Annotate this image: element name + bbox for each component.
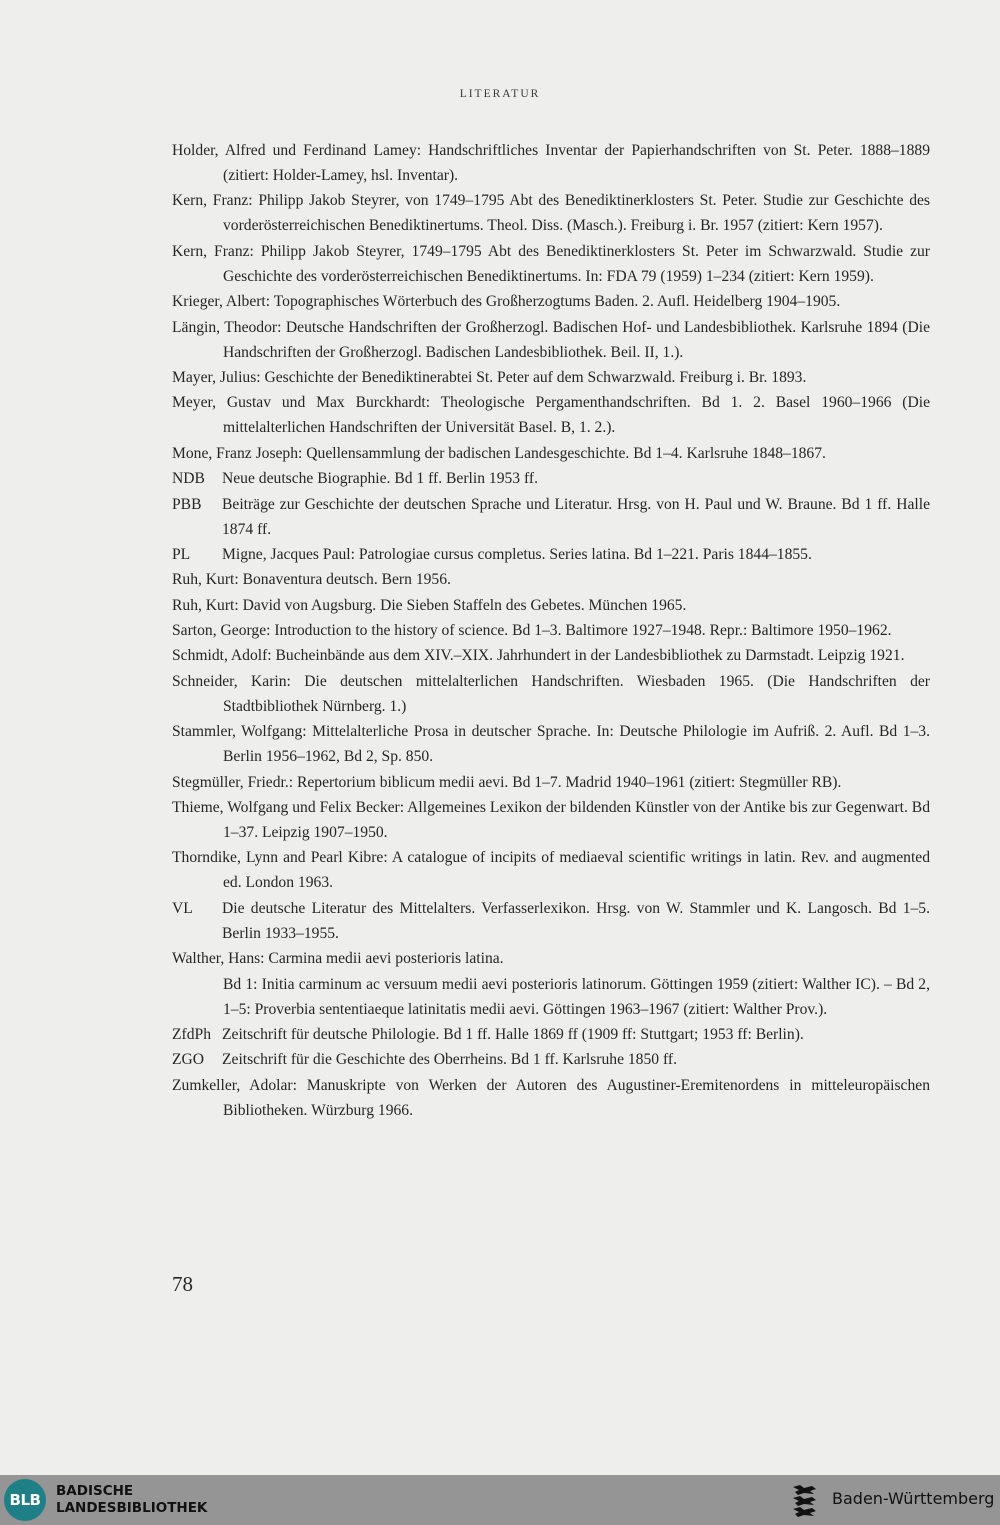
footer-bar bbox=[0, 1475, 1000, 1525]
bib-entry: Stammler, Wolfgang: Mittelalterliche Prosa in deutscher Sprache. In: Deutsche Philologie im Aufriß. 2. Aufl. Bd 1–3. Berlin 1956–1962, Bd 2, Sp. 850. bbox=[172, 723, 930, 766]
bib-abbreviation: NDB bbox=[172, 470, 205, 488]
bib-entry bbox=[172, 1022, 930, 1047]
bib-abbreviation: ZGO bbox=[172, 1051, 205, 1069]
bib-entry: Krieger, Albert: Topographisches Wörterbuch des Großherzogtums Baden. 2. Aufl. Heidelberg 1904–1905. bbox=[172, 293, 841, 311]
bib-subentry: Bd 1: Initia carminum ac versuum medii aevi posterioris latinorum. Göttingen 1959 (zitiert: Walther IC). – Bd 2, 1–5: Proverbia sententiaeque latinitatis medii aevi. Göttingen 1963–1967 (zitiert: Walther Prov.). bbox=[223, 975, 930, 1018]
bib-abbreviation: PBB bbox=[172, 495, 202, 513]
blb-name-line1: BADISCHE bbox=[56, 1483, 134, 1499]
running-head: LITERATUR bbox=[459, 88, 541, 100]
bib-entry: Mayer, Julius: Geschichte der Benediktinerabtei St. Peter auf dem Schwarzwald. Freiburg i. Br. 1893. bbox=[172, 368, 807, 386]
bib-entry bbox=[172, 896, 930, 946]
bib-entry bbox=[172, 492, 930, 542]
bib-entry: Schmidt, Adolf: Bucheinbände aus dem XIV.–XIX. Jahrhundert in der Landesbibliothek zu Darmstadt. Leipzig 1921. bbox=[172, 647, 905, 665]
bib-entry: Thorndike, Lynn and Pearl Kibre: A catalogue of incipits of mediaeval scientific writings in latin. Rev. and augmented ed. London 1963. bbox=[172, 849, 930, 892]
bib-entry: Kern, Franz: Philipp Jakob Steyrer, von 1749–1795 Abt des Benediktinerklosters St. Peter. Studie zur Geschichte des vorderösterreichischen Benediktinertums. Theol. Diss. (Masch.). Freiburg i. Br. 1957 (zitiert: Kern 1957). bbox=[172, 192, 930, 235]
bib-entry-text: Neue deutsche Biographie. Bd 1 ff. Berlin 1953 ff. bbox=[222, 470, 538, 488]
bib-entry: Längin, Theodor: Deutsche Handschriften der Großherzogl. Badischen Hof- und Landesbibliothek. Karlsruhe 1894 (Die Handschriften der Großherzogl. Badischen Landesbibliothek. Beil. II, 1.). bbox=[172, 318, 930, 361]
bib-entry-text: Beiträge zur Geschichte der deutschen Sprache und Literatur. Hrsg. von H. Paul und W. Braune. Bd 1 ff. Halle 1874 ff. bbox=[222, 495, 930, 538]
bib-entry: Thieme, Wolfgang und Felix Becker: Allgemeines Lexikon der bildenden Künstler von der Antike bis zur Gegenwart. Bd 1–37. Leipzig 1907–1950. bbox=[172, 799, 930, 842]
bib-abbreviation: VL bbox=[172, 899, 193, 917]
bib-entry: Stegmüller, Friedr.: Repertorium biblicum medii aevi. Bd 1–7. Madrid 1940–1961 (zitiert: Stegmüller RB). bbox=[172, 773, 842, 791]
bib-entry-text: Die deutsche Literatur des Mittelalters. Verfasserlexikon. Hrsg. von W. Stammler und K. Langosch. Bd 1–5. Berlin 1933–1955. bbox=[222, 899, 930, 942]
bib-entry bbox=[172, 542, 930, 567]
blb-logo-icon[interactable]: BLB bbox=[4, 1479, 46, 1521]
bib-entry: Schneider, Karin: Die deutschen mittelalterlichen Handschriften. Wiesbaden 1965. (Die Handschriften der Stadtbibliothek Nürnberg. 1.) bbox=[172, 672, 930, 715]
bib-abbreviation: ZfdPh bbox=[172, 1025, 211, 1043]
bib-abbreviation: PL bbox=[172, 545, 191, 563]
page-number: 78 bbox=[172, 1272, 193, 1296]
bibliography-list bbox=[172, 138, 930, 1123]
blb-name-line2: LANDESBIBLIOTHEK bbox=[56, 1500, 208, 1516]
bib-entry-text: Zeitschrift für deutsche Philologie. Bd 1 ff. Halle 1869 ff (1909 ff: Stuttgart; 1953 ff: Berlin). bbox=[222, 1025, 804, 1043]
bib-entry: Mone, Franz Joseph: Quellensammlung der badischen Landesgeschichte. Bd 1–4. Karlsruhe 1848–1867. bbox=[172, 444, 826, 462]
bib-entry: Ruh, Kurt: Bonaventura deutsch. Bern 1956. bbox=[172, 571, 451, 589]
bib-entry: Meyer, Gustav und Max Burckhardt: Theologische Pergamenthandschriften. Bd 1. 2. Basel 1960–1966 (Die mittelalterlichen Handschriften der Universität Basel. B, 1. 2.). bbox=[172, 394, 930, 437]
blb-name[interactable] bbox=[56, 1483, 207, 1517]
bib-entry bbox=[172, 466, 930, 491]
bib-entry: Zumkeller, Adolar: Manuskripte von Werken der Autoren des Augustiner-Eremitenordens in mitteleuropäischen Bibliotheken. Würzburg 1966. bbox=[172, 1076, 930, 1119]
bib-entry: Walther, Hans: Carmina medii aevi posterioris latina. bbox=[172, 950, 504, 968]
bib-entry bbox=[172, 1047, 930, 1072]
baden-wuerttemberg-lions-icon bbox=[790, 1483, 820, 1519]
bib-entry-text: Migne, Jacques Paul: Patrologiae cursus completus. Series latina. Bd 1–221. Paris 1844–1855. bbox=[222, 545, 812, 563]
bib-entry: Kern, Franz: Philipp Jakob Steyrer, 1749–1795 Abt des Benediktinerklosters St. Peter im Schwarzwald. Studie zur Geschichte des vorderösterreichischen Benediktinertums. In: FDA 79 (1959) 1–234 (zitiert: Kern 1959). bbox=[172, 242, 930, 285]
bib-entry: Sarton, George: Introduction to the history of science. Bd 1–3. Baltimore 1927–1948. Repr.: Baltimore 1950–1962. bbox=[172, 622, 892, 640]
bib-entry-text: Zeitschrift für die Geschichte des Oberrheins. Bd 1 ff. Karlsruhe 1850 ff. bbox=[222, 1051, 677, 1069]
bib-entry: Holder, Alfred und Ferdinand Lamey: Handschriftliches Inventar der Papierhandschriften von St. Peter. 1888–1889 (zitiert: Holder-Lamey, hsl. Inventar). bbox=[172, 142, 930, 184]
bw-name[interactable]: Baden-Württemberg bbox=[832, 1489, 995, 1508]
bib-entry: Ruh, Kurt: David von Augsburg. Die Sieben Staffeln des Gebetes. München 1965. bbox=[172, 596, 687, 614]
